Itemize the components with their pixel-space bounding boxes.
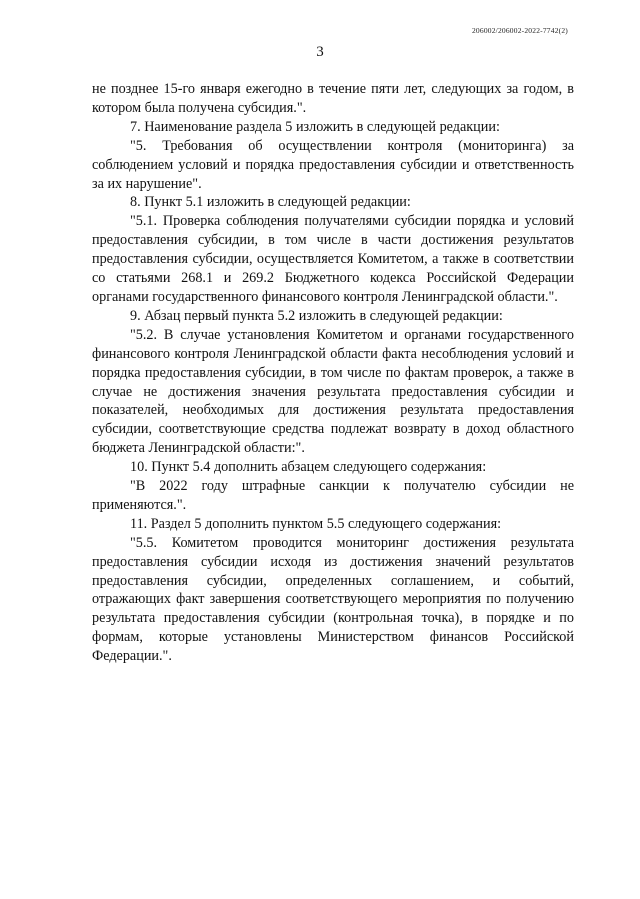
paragraph: 11. Раздел 5 дополнить пунктом 5.5 следующего содержания: bbox=[130, 515, 502, 532]
paragraph: 10. Пункт 5.4 дополнить абзацем следующего содержания: bbox=[130, 459, 487, 476]
page-number: 3 bbox=[316, 44, 324, 60]
paragraph: 7. Наименование раздела 5 изложить в следующей редакции: bbox=[130, 118, 500, 135]
paragraph: 8. Пункт 5.1 изложить в следующей редакции: bbox=[130, 194, 411, 211]
paragraph: не позднее 15-го января ежегодно в течение пяти лет, следующих за годом, в котором была получена субсидия.". bbox=[92, 81, 574, 116]
paragraph: "5.5. Комитетом проводится мониторинг достижения результата предоставления субсидии исходя из достижения значений результатов предоставления субсидии, определенных соглашением, и событий, отражающих факт завершения соответствующего мероприятия по получению результата предоставления субсидии (контрольная точка), в порядке и по формам, которые установлены Министерством финансов Российской Федерации.". bbox=[92, 534, 574, 665]
paragraph: 9. Абзац первый пункта 5.2 изложить в следующей редакции: bbox=[130, 307, 503, 324]
paragraph: "5.1. Проверка соблюдения получателями субсидии порядка и условий предоставления субсидии, в том числе в части достижения результатов предоставления субсидии, осуществляется Комитетом, а также в соответствии со статьями 268.1 и 269.2 Бюджетного кодекса Российской Федерации органами государственного финансового контроля Ленинградской области.". bbox=[92, 213, 574, 305]
paragraph: "5. Требования об осуществлении контроля (мониторинга) за соблюдением условий и порядка предоставления субсидии и ответственность за их нарушение". bbox=[92, 137, 574, 192]
paragraph: "В 2022 году штрафные санкции к получателю субсидии не применяются.". bbox=[92, 478, 574, 513]
document-id: 206002/206002-2022-7742(2) bbox=[471, 26, 568, 35]
paragraph: "5.2. В случае установления Комитетом и органами государственного финансового контроля Ленинградской области факта несоблюдения условий и порядка предоставления субсидии, в том числе по фактам проверок, а также в случае не достижения значения результата предоставления субсидии и показателей, необходимых для достижения результата предоставления субсидии, соответствующие средства подлежат возврату в доход областного бюджета Ленинградской области:". bbox=[92, 326, 574, 457]
document-body bbox=[92, 80, 574, 666]
